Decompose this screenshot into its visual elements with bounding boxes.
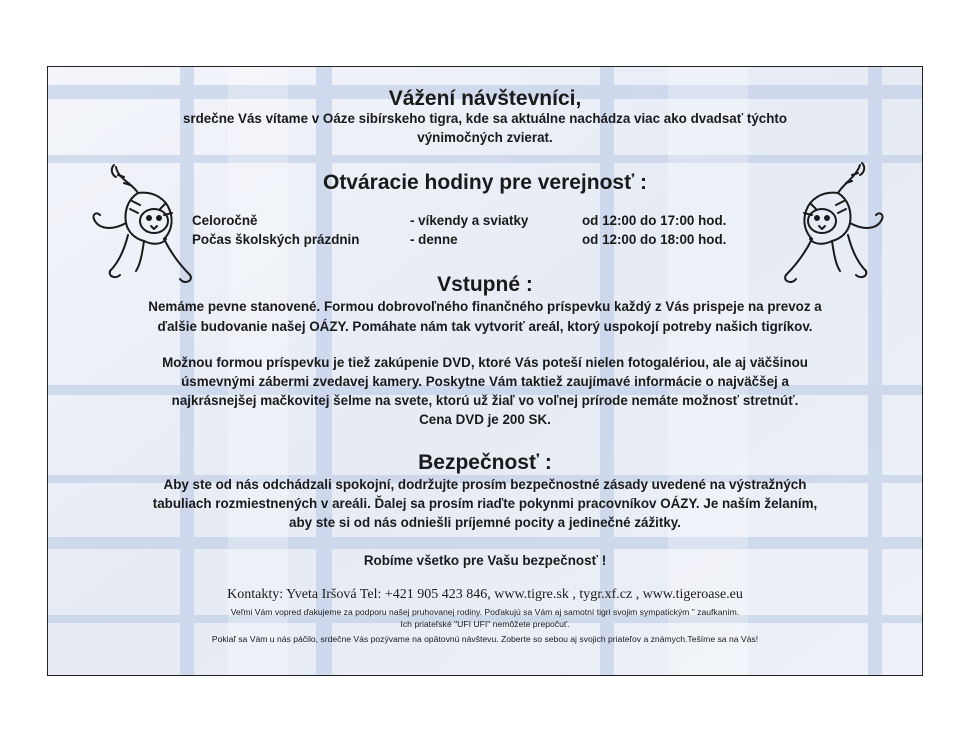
hours-title: Otváracie hodiny pre verejnosť : [322, 171, 647, 194]
admission-title: Vstupné : [437, 273, 533, 296]
hours-days-1: - víkendy a sviatky [410, 213, 529, 228]
safety-closing: Robíme všetko pre Vašu bezpečnosť ! [363, 553, 607, 568]
dvd-line-3: najkrásnejšej mačkovitej šelme na svete, ktorú už žiaľ vo voľnej prírode nemáte možnosť stretnúť. [171, 393, 799, 408]
hours-time-2: od 12:00 do 18:00 hod. [582, 232, 727, 247]
thanks-line-1: Veľmi Vám vopred ďakujeme za podporu našej pruhovanej rodiny. Poďakujú sa Vám aj samotní tigri svojim sympatickým " zaufkaním. [230, 607, 740, 617]
safety-line-2: tabuliach rozmiestnených v areáli. Ďalej sa prosím riaďte pokynmi pracovníkov OÁZY. Je naším želaním, [152, 496, 818, 511]
hours-period-1: Celoročně [192, 213, 258, 228]
safety-title: Bezpečnosť : [418, 451, 552, 474]
hours-time-1: od 12:00 do 17:00 hod. [582, 213, 727, 228]
greeting-title: Vážení návštevníci, [388, 87, 582, 110]
safety-line-3: aby ste si od nás odniešli príjemné pocity a jedinečné zážitky. [289, 515, 681, 530]
contacts-line: Kontakty: Yveta Iršová Tel: +421 905 423 846, www.tigre.sk , tygr.xf.cz , www.tigeroase.eu [227, 587, 743, 602]
welcome-line-2: výnimočných zvierat. [417, 130, 553, 145]
tiger-right-icon [778, 159, 888, 289]
tiger-left-icon [88, 159, 198, 289]
thanks-line-2: Ich priateľské "UFI UFI" nemôžete prepočuť. [400, 619, 570, 629]
dvd-line-1: Možnou formou príspevku je tiež zakúpenie DVD, ktoré Vás poteší nielen fotogalériou, ale aj väčšinou [162, 355, 808, 370]
thanks-line-3: Pokiaľ sa Vám u nás páčilo, srdečne Vás pozývame na opätovnú návštevu. Zoberte so sebou aj svojich priateľov a známych.Tešíme sa na Vás! [211, 634, 759, 644]
hours-period-2: Počas školských prázdnin [192, 232, 360, 247]
dvd-line-4: Cena DVD je 200 SK. [419, 412, 551, 427]
welcome-line-1: srdečne Vás vítame v Oáze sibírskeho tigra, kde sa aktuálne nachádza viac ako dvadsať týchto [182, 111, 788, 126]
notice-sign [48, 67, 922, 675]
safety-line-1: Aby ste od nás odchádzali spokojní, dodržujte prosím bezpečnostné zásady uvedené na výstražných [163, 477, 807, 492]
dvd-line-2: úsmevnými zábermi zvedavej kamery. Poskytne Vám taktiež zaujímavé informácie o najväčšej a [181, 374, 789, 389]
hours-days-2: - denne [410, 232, 458, 247]
admission-line-2: ďalšie budovanie našej OÁZY. Pomáhate nám tak vytvoriť areál, ktorý uspokojí potreby našich tigríkov. [157, 319, 813, 334]
admission-line-1: Nemáme pevne stanovené. Formou dobrovoľného finančného príspevku každý z Vás prispeje na prevoz a [148, 299, 822, 314]
sign-photo [47, 66, 923, 676]
